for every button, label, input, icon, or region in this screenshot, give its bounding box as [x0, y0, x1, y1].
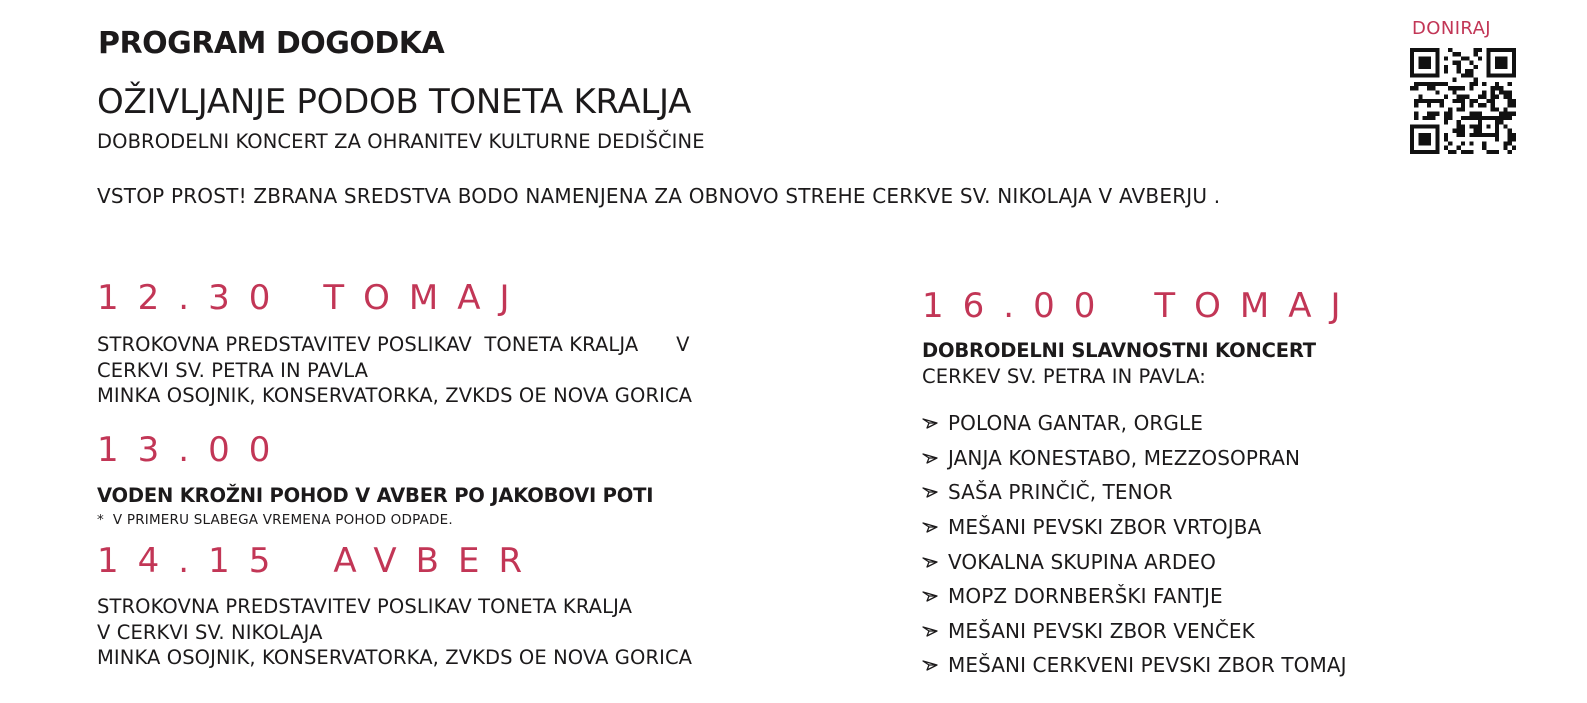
performer-item: [922, 579, 1347, 614]
paper-plane-icon: [922, 485, 948, 499]
description-line: MINKA OSOJNIK, KONSERVATORKA, ZVKDS OE NOVA GORICA: [97, 646, 693, 669]
donate-label[interactable]: DONIRAJ: [1412, 18, 1492, 39]
performer-name: MEŠANI PEVSKI ZBOR VENČEK: [948, 618, 1255, 643]
performer-name: VOKALNA SKUPINA ARDEO: [948, 549, 1216, 574]
paper-plane-icon: [922, 416, 948, 430]
performer-name: MEŠANI CERKVENI PEVSKI ZBOR TOMAJ: [948, 653, 1347, 678]
performer-item: [922, 648, 1347, 683]
paper-plane-icon: [922, 555, 948, 569]
page-heading: PROGRAM DOGODKA: [98, 26, 445, 61]
time-1415: [97, 541, 541, 581]
entry-note: VSTOP PROST! ZBRANA SREDSTVA BODO NAMENJENA ZA OBNOVO STREHE CERKVE SV. NIKOLAJA V AVBERJU .: [97, 184, 1221, 208]
description-line: V CERKVI SV. NIKOLAJA: [97, 620, 323, 644]
performer-item: [922, 441, 1347, 476]
time-place: TOMAJ: [1154, 286, 1360, 326]
time-value: 12.30: [97, 278, 290, 318]
description-line: STROKOVNA PREDSTAVITEV POSLIKAV TONETA KRALJA: [97, 595, 633, 618]
performer-item: [922, 544, 1347, 579]
qr-code-icon[interactable]: [1410, 48, 1516, 154]
time-value: 16.00: [922, 286, 1115, 326]
concert-venue: CERKEV SV. PETRA IN PAVLA:: [922, 365, 1206, 388]
time-1600: [922, 286, 1360, 326]
paper-plane-icon: [922, 520, 948, 534]
time-place: AVBER: [333, 541, 542, 581]
performer-name: JANJA KONESTABO, MEZZOSOPRAN: [948, 445, 1301, 470]
event-1300-title: VODEN KROŽNI POHOD V AVBER PO JAKOBOVI POTI: [97, 484, 654, 507]
time-1300: [97, 430, 289, 470]
time-value: 13.00: [97, 430, 290, 470]
performer-name: MOPZ DORNBERŠKI FANTJE: [948, 584, 1223, 609]
description-line: STROKOVNA PREDSTAVITEV POSLIKAV TONETA KRALJA V: [97, 333, 690, 356]
performer-item: [922, 614, 1347, 649]
concert-title: DOBRODELNI SLAVNOSTNI KONCERT: [922, 339, 1316, 362]
description-line: CERKVI SV. PETRA IN PAVLA: [97, 358, 369, 382]
event-1300-note: * V PRIMERU SLABEGA VREMENA POHOD ODPADE.: [97, 512, 453, 528]
performer-name: SAŠA PRINČIČ, TENOR: [948, 480, 1173, 505]
performer-item: [922, 510, 1347, 545]
time-1230: [97, 278, 529, 318]
event-1230-description: [97, 332, 692, 409]
event-title: OŽIVLJANJE PODOB TONETA KRALJA: [97, 82, 692, 122]
performer-name: MEŠANI PEVSKI ZBOR VRTOJBA: [948, 515, 1262, 540]
performer-list: [922, 406, 1347, 683]
paper-plane-icon: [922, 658, 948, 672]
performer-name: POLONA GANTAR, ORGLE: [948, 411, 1203, 436]
event-1415-description: [97, 594, 692, 671]
performer-item: [922, 406, 1347, 441]
paper-plane-icon: [922, 589, 948, 603]
event-subtitle: DOBRODELNI KONCERT ZA OHRANITEV KULTURNE DEDIŠČINE: [97, 130, 705, 153]
paper-plane-icon: [922, 624, 948, 638]
time-place: TOMAJ: [323, 278, 529, 318]
time-value: 14.15: [97, 541, 290, 581]
performer-item: [922, 475, 1347, 510]
paper-plane-icon: [922, 451, 948, 465]
description-line: MINKA OSOJNIK, KONSERVATORKA, ZVKDS OE NOVA GORICA: [97, 384, 693, 407]
